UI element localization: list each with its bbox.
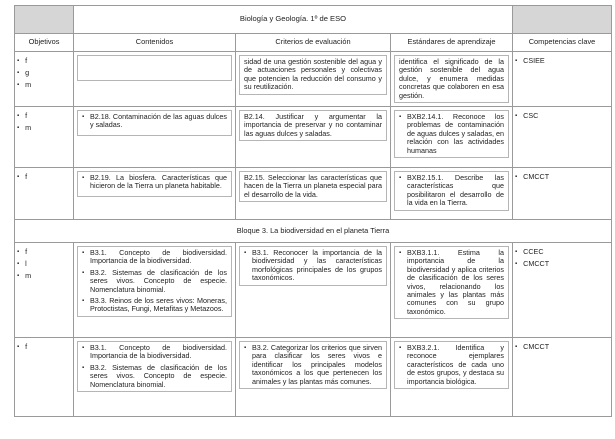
contenidos-box bbox=[77, 110, 232, 136]
competencia-item: ▪ CSIEE bbox=[515, 56, 611, 68]
estandar-cell bbox=[391, 243, 513, 338]
objetivos-cell bbox=[15, 338, 74, 417]
curriculum-table bbox=[14, 5, 612, 417]
competencia-item: ▪ CSC bbox=[515, 111, 611, 123]
criterio-cell bbox=[236, 107, 391, 168]
title-spacer bbox=[15, 6, 74, 34]
objetivo-item: ▪ f bbox=[17, 172, 73, 184]
header-competencias: Competencias clave bbox=[513, 34, 612, 52]
criterio-text: B3.2. Categorizar los criterios que sirven para clasificar los seres vivos e identificar los principales modelos taxonómicos a los que pertenecen los animales y las plantas más comunes. bbox=[252, 343, 382, 386]
bloque-heading: Bloque 3. La biodiversidad en el planeta Tierra bbox=[15, 220, 612, 243]
criterio-cell bbox=[236, 243, 391, 338]
document-title: Biología y Geología. 1º de ESO bbox=[74, 6, 513, 34]
estandar-text: identifica el significado de la gestión sostenible del agua dulce, y enumera medidas concretas que colaboren en esa gestión. bbox=[394, 55, 509, 103]
competencias-cell bbox=[513, 243, 612, 338]
header-contenidos: Contenidos bbox=[74, 34, 236, 52]
objetivo-item: ▪ m bbox=[17, 80, 73, 92]
estandar-cell bbox=[391, 107, 513, 168]
contenido-item: ▪ B2.18. Contaminación de las aguas dulces y saladas. bbox=[82, 112, 227, 130]
contenido-item: ▪ B3.1. Concepto de biodiversidad. Importancia de la biodiversidad. bbox=[82, 343, 227, 361]
table-row bbox=[15, 107, 612, 168]
table-row bbox=[15, 338, 612, 417]
contenido-item: ▪ B3.1. Concepto de biodiversidad. Importancia de la biodiversidad. bbox=[82, 248, 227, 266]
criterio-cell bbox=[236, 338, 391, 417]
objetivos-cell bbox=[15, 107, 74, 168]
estandar-text: BXB3.1.1. Estima la importancia de la biodiversidad y aplica criterios de clasificación de los seres vivos, relacionando los animales y las plantas más comunes con su grupo taxonómico. bbox=[407, 248, 504, 316]
header-estandares: Estándares de aprendizaje bbox=[391, 34, 513, 52]
competencias-cell bbox=[513, 168, 612, 220]
contenidos-cell bbox=[74, 243, 236, 338]
objetivo-item: ▪ f bbox=[17, 56, 73, 68]
estandar-text: BXB2.14.1. Reconoce los problemas de contaminación de aguas dulces y saladas, en relación con las actividades humanas bbox=[407, 112, 504, 155]
title-spacer-right bbox=[513, 6, 612, 34]
estandar-box: ▪ BXB2.14.1. Reconoce los problemas de contaminación de aguas dulces y saladas, en relación con las actividades humanas bbox=[394, 110, 509, 158]
estandar-cell bbox=[391, 338, 513, 417]
contenidos-cell bbox=[74, 107, 236, 168]
competencia-item: ▪ CMCCT bbox=[515, 342, 611, 354]
objetivos-cell bbox=[15, 52, 74, 107]
competencias-cell bbox=[513, 52, 612, 107]
estandar-box: ▪ BXB3.2.1. Identifica y reconoce ejemplares característicos de cada uno de estos grupos, y destaca su importancia biológica. bbox=[394, 341, 509, 389]
curriculum-document bbox=[14, 5, 611, 417]
criterio-cell bbox=[236, 168, 391, 220]
criterio-text: sidad de una gestión sostenible del agua y de actuaciones personales y colectivas que potencien la reducción del consumo y su reutilización. bbox=[239, 55, 387, 95]
competencia-item: ▪ CMCCT bbox=[515, 172, 611, 184]
criterio-box: ▪ B3.2. Categorizar los criterios que sirven para clasificar los seres vivos e identificar los principales modelos taxonómicos a los que pertenecen los animales y las plantas más comunes. bbox=[239, 341, 387, 389]
objetivo-item: ▪ f bbox=[17, 247, 73, 259]
contenido-item: ▪ B2.19. La biosfera. Características que hicieron de la Tierra un planeta habitable. bbox=[82, 173, 227, 191]
contenidos-cell bbox=[74, 338, 236, 417]
table-row bbox=[15, 243, 612, 338]
competencia-item: ▪ CMCCT bbox=[515, 259, 611, 271]
criterio-box: ▪ B3.1. Reconocer la importancia de la biodiversidad y las características morfológicas principales de los grupos taxonómicos. bbox=[239, 246, 387, 286]
competencias-cell bbox=[513, 107, 612, 168]
contenidos-box bbox=[77, 341, 232, 392]
criterio-cell bbox=[236, 52, 391, 107]
competencia-item: ▪ CCEC bbox=[515, 247, 611, 259]
contenido-item: ▪ B3.2. Sistemas de clasificación de los seres vivos. Concepto de especie. Nomenclatura binomial. bbox=[82, 362, 227, 389]
objetivo-item: ▪ f bbox=[17, 111, 73, 123]
criterio-text: B2.15. Seleccionar las características que hacen de la Tierra un planeta especial para el desarrollo de la vida. bbox=[239, 171, 387, 202]
objetivo-item: ▪ f bbox=[17, 342, 73, 354]
objetivo-item: ▪ m bbox=[17, 271, 73, 283]
contenido-item: ▪ B3.3. Reinos de los seres vivos: Moneras, Protoctistas, Fungi, Metafitas y Metazoos. bbox=[82, 296, 227, 314]
contenidos-box bbox=[77, 171, 232, 197]
table-row bbox=[15, 168, 612, 220]
objetivo-item: ▪ g bbox=[17, 68, 73, 80]
estandar-text: BXB2.15.1. Describe las características que posibilitaron el desarrollo de la vida en la Tierra. bbox=[407, 173, 504, 208]
estandar-cell bbox=[391, 168, 513, 220]
competencias-cell bbox=[513, 338, 612, 417]
contenidos-cell bbox=[74, 52, 236, 107]
header-criterios: Criterios de evaluación bbox=[236, 34, 391, 52]
estandar-box: ▪ BXB2.15.1. Describe las características que posibilitaron el desarrollo de la vida en la Tierra. bbox=[394, 171, 509, 211]
criterio-text: B2.14. Justificar y argumentar la importancia de preservar y no contaminar las aguas dulces y saladas. bbox=[239, 110, 387, 141]
estandar-text: BXB3.2.1. Identifica y reconoce ejemplares característicos de cada uno de estos grupos, y destaca su importancia biológica. bbox=[407, 343, 504, 386]
table-row bbox=[15, 52, 612, 107]
objetivos-cell bbox=[15, 168, 74, 220]
contenidos-box bbox=[77, 55, 232, 81]
contenidos-cell bbox=[74, 168, 236, 220]
estandar-box: ▪ BXB3.1.1. Estima la importancia de la biodiversidad y aplica criterios de clasificación de los seres vivos, relacionando los animales y las plantas más comunes con su grupo taxonómico. bbox=[394, 246, 509, 319]
header-objetivos: Objetivos bbox=[15, 34, 74, 52]
objetivo-item: ▪ m bbox=[17, 123, 73, 135]
objetivo-item: ▪ l bbox=[17, 259, 73, 271]
contenidos-box bbox=[77, 246, 232, 317]
criterio-text: B3.1. Reconocer la importancia de la biodiversidad y las características morfológicas principales de los grupos taxonómicos. bbox=[252, 248, 382, 283]
estandar-cell bbox=[391, 52, 513, 107]
objetivos-cell bbox=[15, 243, 74, 338]
contenido-item: ▪ B3.2. Sistemas de clasificación de los seres vivos. Concepto de especie. Nomenclatura binomial. bbox=[82, 267, 227, 294]
